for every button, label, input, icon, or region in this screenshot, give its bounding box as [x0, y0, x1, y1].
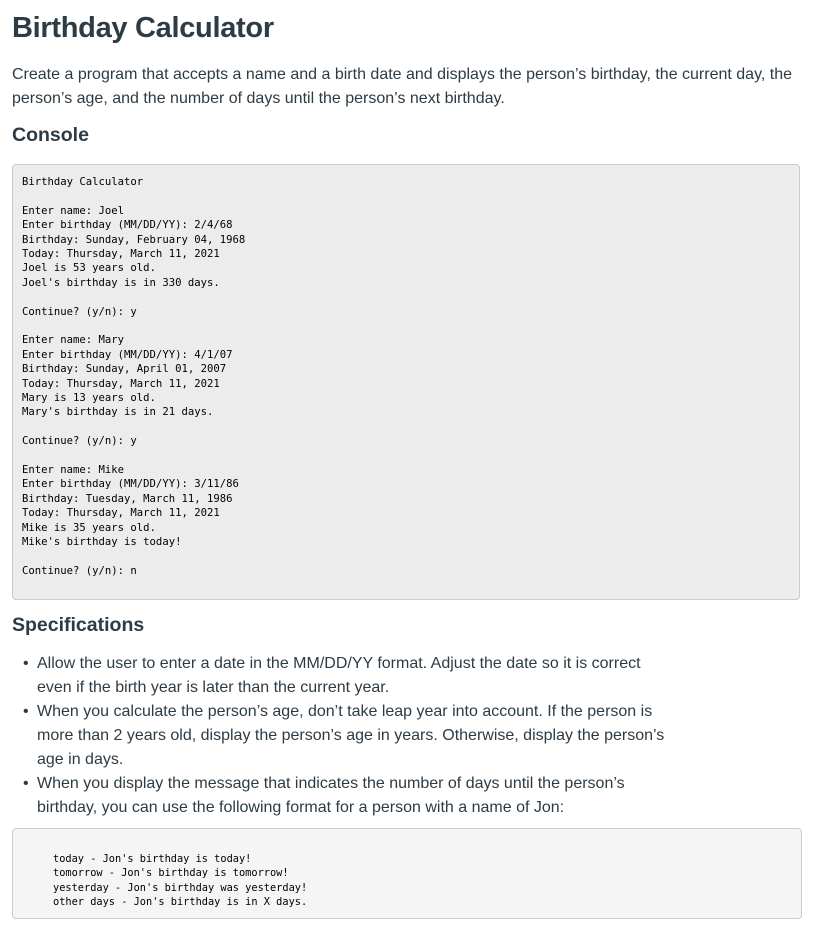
- console-line: Continue? (y/n): n: [22, 564, 137, 577]
- console-line: Enter birthday (MM/DD/YY): 4/1/07: [22, 348, 233, 361]
- specifications-heading: Specifications: [12, 614, 145, 636]
- console-line: Mary's birthday is in 21 days.: [22, 406, 214, 419]
- list-item: [23, 652, 677, 700]
- console-line: Birthday: Tuesday, March 11, 1986: [22, 492, 233, 505]
- list-item: [23, 700, 677, 772]
- console-line: Birthday: Sunday, April 01, 2007: [22, 363, 227, 376]
- console-blank-line: [22, 449, 790, 463]
- format-example-line: yesterday - Jon's birthday was yesterday!: [53, 881, 308, 894]
- intro-paragraph: Create a program that accepts a name and a birth date and displays the person’s birthday, the current day, the person’s age, and the number of days until the person’s next birthday.: [12, 66, 793, 107]
- bullet-icon: •: [23, 775, 29, 792]
- console-line: Enter name: Mary: [22, 334, 125, 347]
- console-line: Today: Thursday, March 11, 2021: [22, 507, 220, 520]
- console-line: Today: Thursday, March 11, 2021: [22, 377, 220, 390]
- format-example-line: tomorrow - Jon's birthday is tomorrow!: [53, 867, 289, 880]
- bullet-icon: •: [23, 703, 29, 720]
- format-example-line: other days - Jon's birthday is in X days.: [53, 896, 308, 909]
- spec-item-text: When you display the message that indicates the number of days until the person’s birthday, you can use the following format for a person with a name of Jon:: [37, 775, 625, 816]
- console-line: Mike's birthday is today!: [22, 536, 182, 549]
- console-heading: Console: [12, 124, 89, 146]
- console-line: Joel is 53 years old.: [22, 262, 156, 275]
- specifications-list: [12, 652, 677, 820]
- console-blank-line: [22, 319, 790, 333]
- bullet-icon: •: [23, 655, 29, 672]
- console-line: Enter birthday (MM/DD/YY): 3/11/86: [22, 478, 239, 491]
- format-example-line: today - Jon's birthday is today!: [53, 853, 252, 865]
- console-lines: [22, 175, 790, 578]
- console-blank-line: [22, 290, 790, 304]
- spec-item-text: When you calculate the person’s age, don’t take leap year into account. If the person is more than 2 years old, display the person’s age in years. Otherwise, display the person’s age in days.: [37, 703, 665, 768]
- format-example-lines: [53, 852, 761, 910]
- console-blank-line: [22, 420, 790, 434]
- console-line: Enter birthday (MM/DD/YY): 2/4/68: [22, 219, 233, 232]
- page-title: Birthday Calculator: [12, 12, 274, 44]
- console-line: Continue? (y/n): y: [22, 305, 137, 318]
- console-line: Birthday: Sunday, February 04, 1968: [22, 233, 246, 246]
- console-line: Mary is 13 years old.: [22, 392, 156, 405]
- console-line: Enter name: Joel: [22, 204, 125, 217]
- spec-item-text: Allow the user to enter a date in the MM/DD/YY format. Adjust the date so it is correct even if the birth year is later than the current year.: [37, 655, 641, 696]
- console-blank-line: [22, 549, 790, 563]
- console-blank-line: [22, 189, 790, 203]
- format-example-box: [12, 828, 802, 919]
- console-line: Enter name: Mike: [22, 464, 125, 477]
- list-item: [23, 772, 677, 820]
- console-line: Joel's birthday is in 330 days.: [22, 276, 220, 289]
- console-line: Birthday Calculator: [22, 176, 144, 188]
- console-line: Mike is 35 years old.: [22, 521, 156, 534]
- console-output-box: [12, 164, 800, 600]
- console-line: Today: Thursday, March 11, 2021: [22, 248, 220, 261]
- console-line: Continue? (y/n): y: [22, 435, 137, 448]
